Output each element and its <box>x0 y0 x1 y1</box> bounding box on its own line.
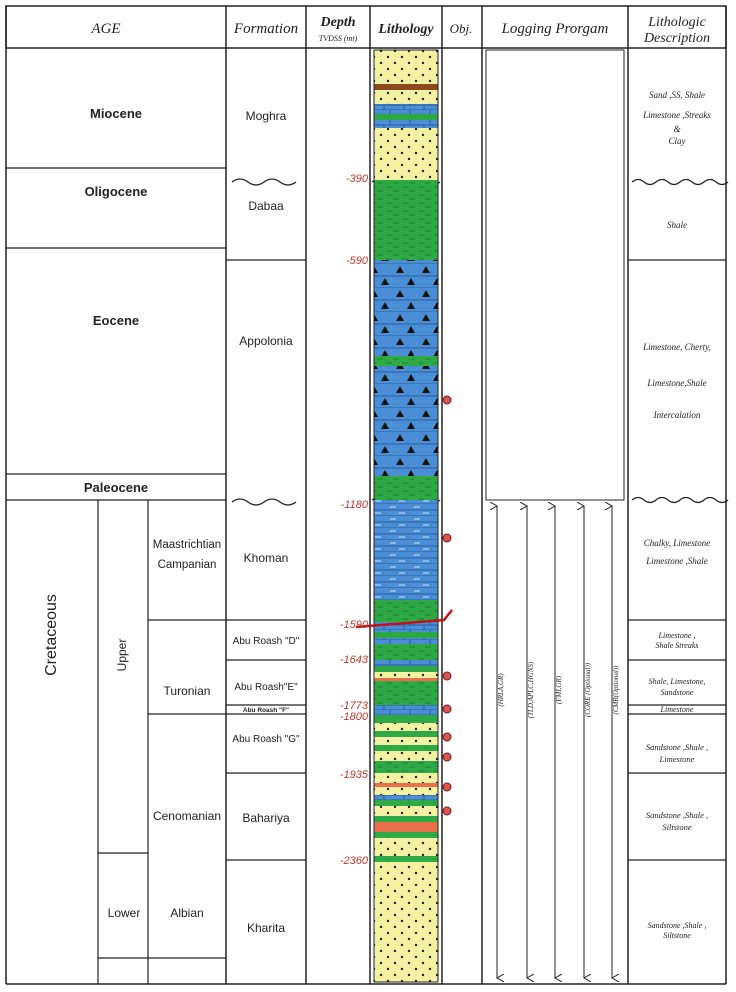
epoch-oligocene: Oligocene <box>84 184 148 199</box>
litho-shale-top <box>374 114 438 120</box>
epoch-upper: Upper <box>115 638 129 672</box>
objective-marker-2 <box>443 534 451 542</box>
formation-khoman: Khoman <box>243 551 289 565</box>
litho-shale-khoman <box>374 600 438 622</box>
description-line: Clay <box>668 136 686 146</box>
formation-abu-roash-f: Abu Roash "F" <box>242 707 290 714</box>
description-line: Sandstone ,Shale , <box>647 921 707 930</box>
description-line: Sandstone ,Shale , <box>645 742 709 752</box>
litho-sand-are <box>374 672 438 678</box>
litho-sand-arg-2 <box>374 737 438 745</box>
lithology-column <box>374 50 438 982</box>
description-line: Intercalation <box>653 410 701 420</box>
depth-labels <box>340 173 369 867</box>
description-line: Chalky, Limestone <box>643 538 711 548</box>
description-line: Limestone,Shale <box>647 378 707 388</box>
litho-shale-arg <box>374 715 438 723</box>
description-line: Siltstone <box>662 822 692 832</box>
litho-shale-paleocene <box>374 476 438 500</box>
header-lithology: Lithology <box>378 22 434 37</box>
description-line: Limestone , <box>658 631 696 640</box>
litho-shale-appolonia <box>374 356 438 366</box>
logging-arrows <box>497 506 612 978</box>
formation-abu-roash-d: Abu Roash "D" <box>232 636 300 647</box>
objective-marker-3 <box>443 672 451 680</box>
litho-sand-bah <box>374 773 438 783</box>
litho-sand-moghra <box>374 128 438 180</box>
description-line: Limestone <box>660 705 694 714</box>
objective-marker-7 <box>443 783 451 791</box>
depth-label: -2360 <box>339 855 368 867</box>
depth-label: -590 <box>345 255 368 267</box>
description-line: Limestone <box>659 754 695 764</box>
header-logging: Logging Prorgam <box>501 21 609 37</box>
logging-tool-label: (CORE (Optional)) <box>584 662 592 718</box>
litho-shale-arg-4 <box>374 761 438 773</box>
description-line: Shale <box>667 220 687 230</box>
litho-sand-kharita <box>374 862 438 982</box>
description-line: Shale Streaks <box>655 641 699 650</box>
logging-tool-label: (TLD,APLC,HGNS) <box>527 661 535 719</box>
objective-marker-8 <box>443 807 451 815</box>
objective-marker-4 <box>443 705 451 713</box>
litho-limestone-bah <box>374 795 438 800</box>
litho-limestone-top <box>374 104 438 114</box>
formation-bahariya: Bahariya <box>242 811 290 825</box>
litho-sand-top <box>374 50 438 84</box>
litho-shale-are-2 <box>374 681 438 705</box>
depth-label: -1800 <box>339 711 368 723</box>
litho-shale-arg-2 <box>374 731 438 737</box>
description-line: Shale, Limestone, <box>648 677 706 686</box>
description-line: Sandstone ,Shale , <box>645 810 709 820</box>
stage-turonian: Turonian <box>163 684 211 698</box>
stage-maastrichtian: Maastrichtian <box>152 539 222 551</box>
formation-dabaa: Dabaa <box>248 199 284 213</box>
litho-limestone-ard-2 <box>374 638 438 644</box>
description-line: Siltstone <box>663 931 691 940</box>
litho-sand-bah-2 <box>374 787 438 795</box>
litho-sand-bah-3 <box>374 806 438 816</box>
logging-tool-label: (HRLA,GR) <box>497 673 505 707</box>
objective-markers <box>443 396 451 815</box>
header-age: AGE <box>91 21 121 37</box>
litho-chalk-khoman <box>374 500 438 600</box>
epoch-miocene: Miocene <box>89 106 143 121</box>
epoch-lower: Lower <box>107 906 141 920</box>
age-grid <box>6 168 226 984</box>
litho-shale-ard-2 <box>374 644 438 660</box>
litho-red-bed-top <box>374 84 438 90</box>
litho-shale-arg-3 <box>374 745 438 751</box>
litho-shale-are <box>374 666 438 672</box>
header-depth-unit: TVDSS (mt) <box>318 34 358 43</box>
stage-campanian: Campanian <box>157 559 217 571</box>
description-line: Sandstone <box>660 688 694 697</box>
stage-albian: Albian <box>170 906 204 920</box>
litho-shale-bah-4 <box>374 856 438 862</box>
litho-shale-bah-2 <box>374 816 438 822</box>
litho-chert-appolonia-2 <box>374 366 438 476</box>
description-line: Limestone, Cherty, <box>643 342 711 352</box>
objective-marker-5 <box>443 733 451 741</box>
litho-red-bah <box>374 783 438 787</box>
logging-tool-label: (CMR(Optional)) <box>612 665 620 715</box>
depth-label: -1180 <box>340 499 368 511</box>
litho-shale-dabaa <box>374 180 438 260</box>
header-obj: Obj. <box>449 21 473 36</box>
epoch-eocene: Eocene <box>92 313 140 328</box>
objective-marker-1 <box>443 396 451 404</box>
column-grid <box>6 6 726 984</box>
logging-top-box <box>486 50 624 500</box>
litho-sand-arg-3 <box>374 751 438 761</box>
litho-red-are <box>374 678 438 681</box>
description-line: Limestone ,Shale <box>646 556 708 566</box>
logging-tool-labels <box>497 661 620 718</box>
formation-abu-roash-e: Abu Roash"E" <box>234 682 298 693</box>
litho-chert-appolonia-1 <box>374 260 438 356</box>
depth-label: -1643 <box>339 654 368 666</box>
litho-limestone-top-2 <box>374 120 438 128</box>
formation-kharita: Kharita <box>246 921 286 935</box>
header-description-1: Lithologic <box>648 15 706 30</box>
litho-sand-arg <box>374 723 438 731</box>
description-line: & <box>673 124 681 134</box>
depth-label: -1773 <box>339 700 368 712</box>
depth-label: -1935 <box>339 769 368 781</box>
litho-red-bah-2 <box>374 822 438 832</box>
formation-appolonia: Appolonia <box>239 334 293 348</box>
formation-abu-roash-g: Abu Roash "G" <box>232 734 300 745</box>
header-formation: Formation <box>233 21 299 37</box>
litho-shale-bah-3 <box>374 832 438 838</box>
litho-shale-bah <box>374 800 438 806</box>
logging-tool-label: (FMI,GR) <box>555 675 563 705</box>
objective-marker-6 <box>443 753 451 761</box>
description-line: Sand ,SS, Shale <box>649 90 705 100</box>
description-line: Limestone ,Streaks <box>643 110 711 120</box>
header-depth: Depth <box>320 15 356 30</box>
depth-label: -1590 <box>339 619 368 631</box>
litho-shale-ard <box>374 632 438 638</box>
depth-label: -390 <box>345 173 368 185</box>
epoch-cretaceous: Cretaceous <box>43 594 60 676</box>
epoch-paleocene: Paleocene <box>83 480 149 495</box>
lithologic-descriptions <box>642 90 711 940</box>
litho-limestone-arf <box>374 705 438 715</box>
stage-cenomanian: Cenomanian <box>152 809 222 823</box>
litho-limestone-are <box>374 660 438 666</box>
header-description-2: Description <box>643 31 711 46</box>
litho-sand-top-2 <box>374 90 438 104</box>
litho-sand-bah-4 <box>374 838 438 856</box>
formation-moghra: Moghra <box>245 109 287 123</box>
